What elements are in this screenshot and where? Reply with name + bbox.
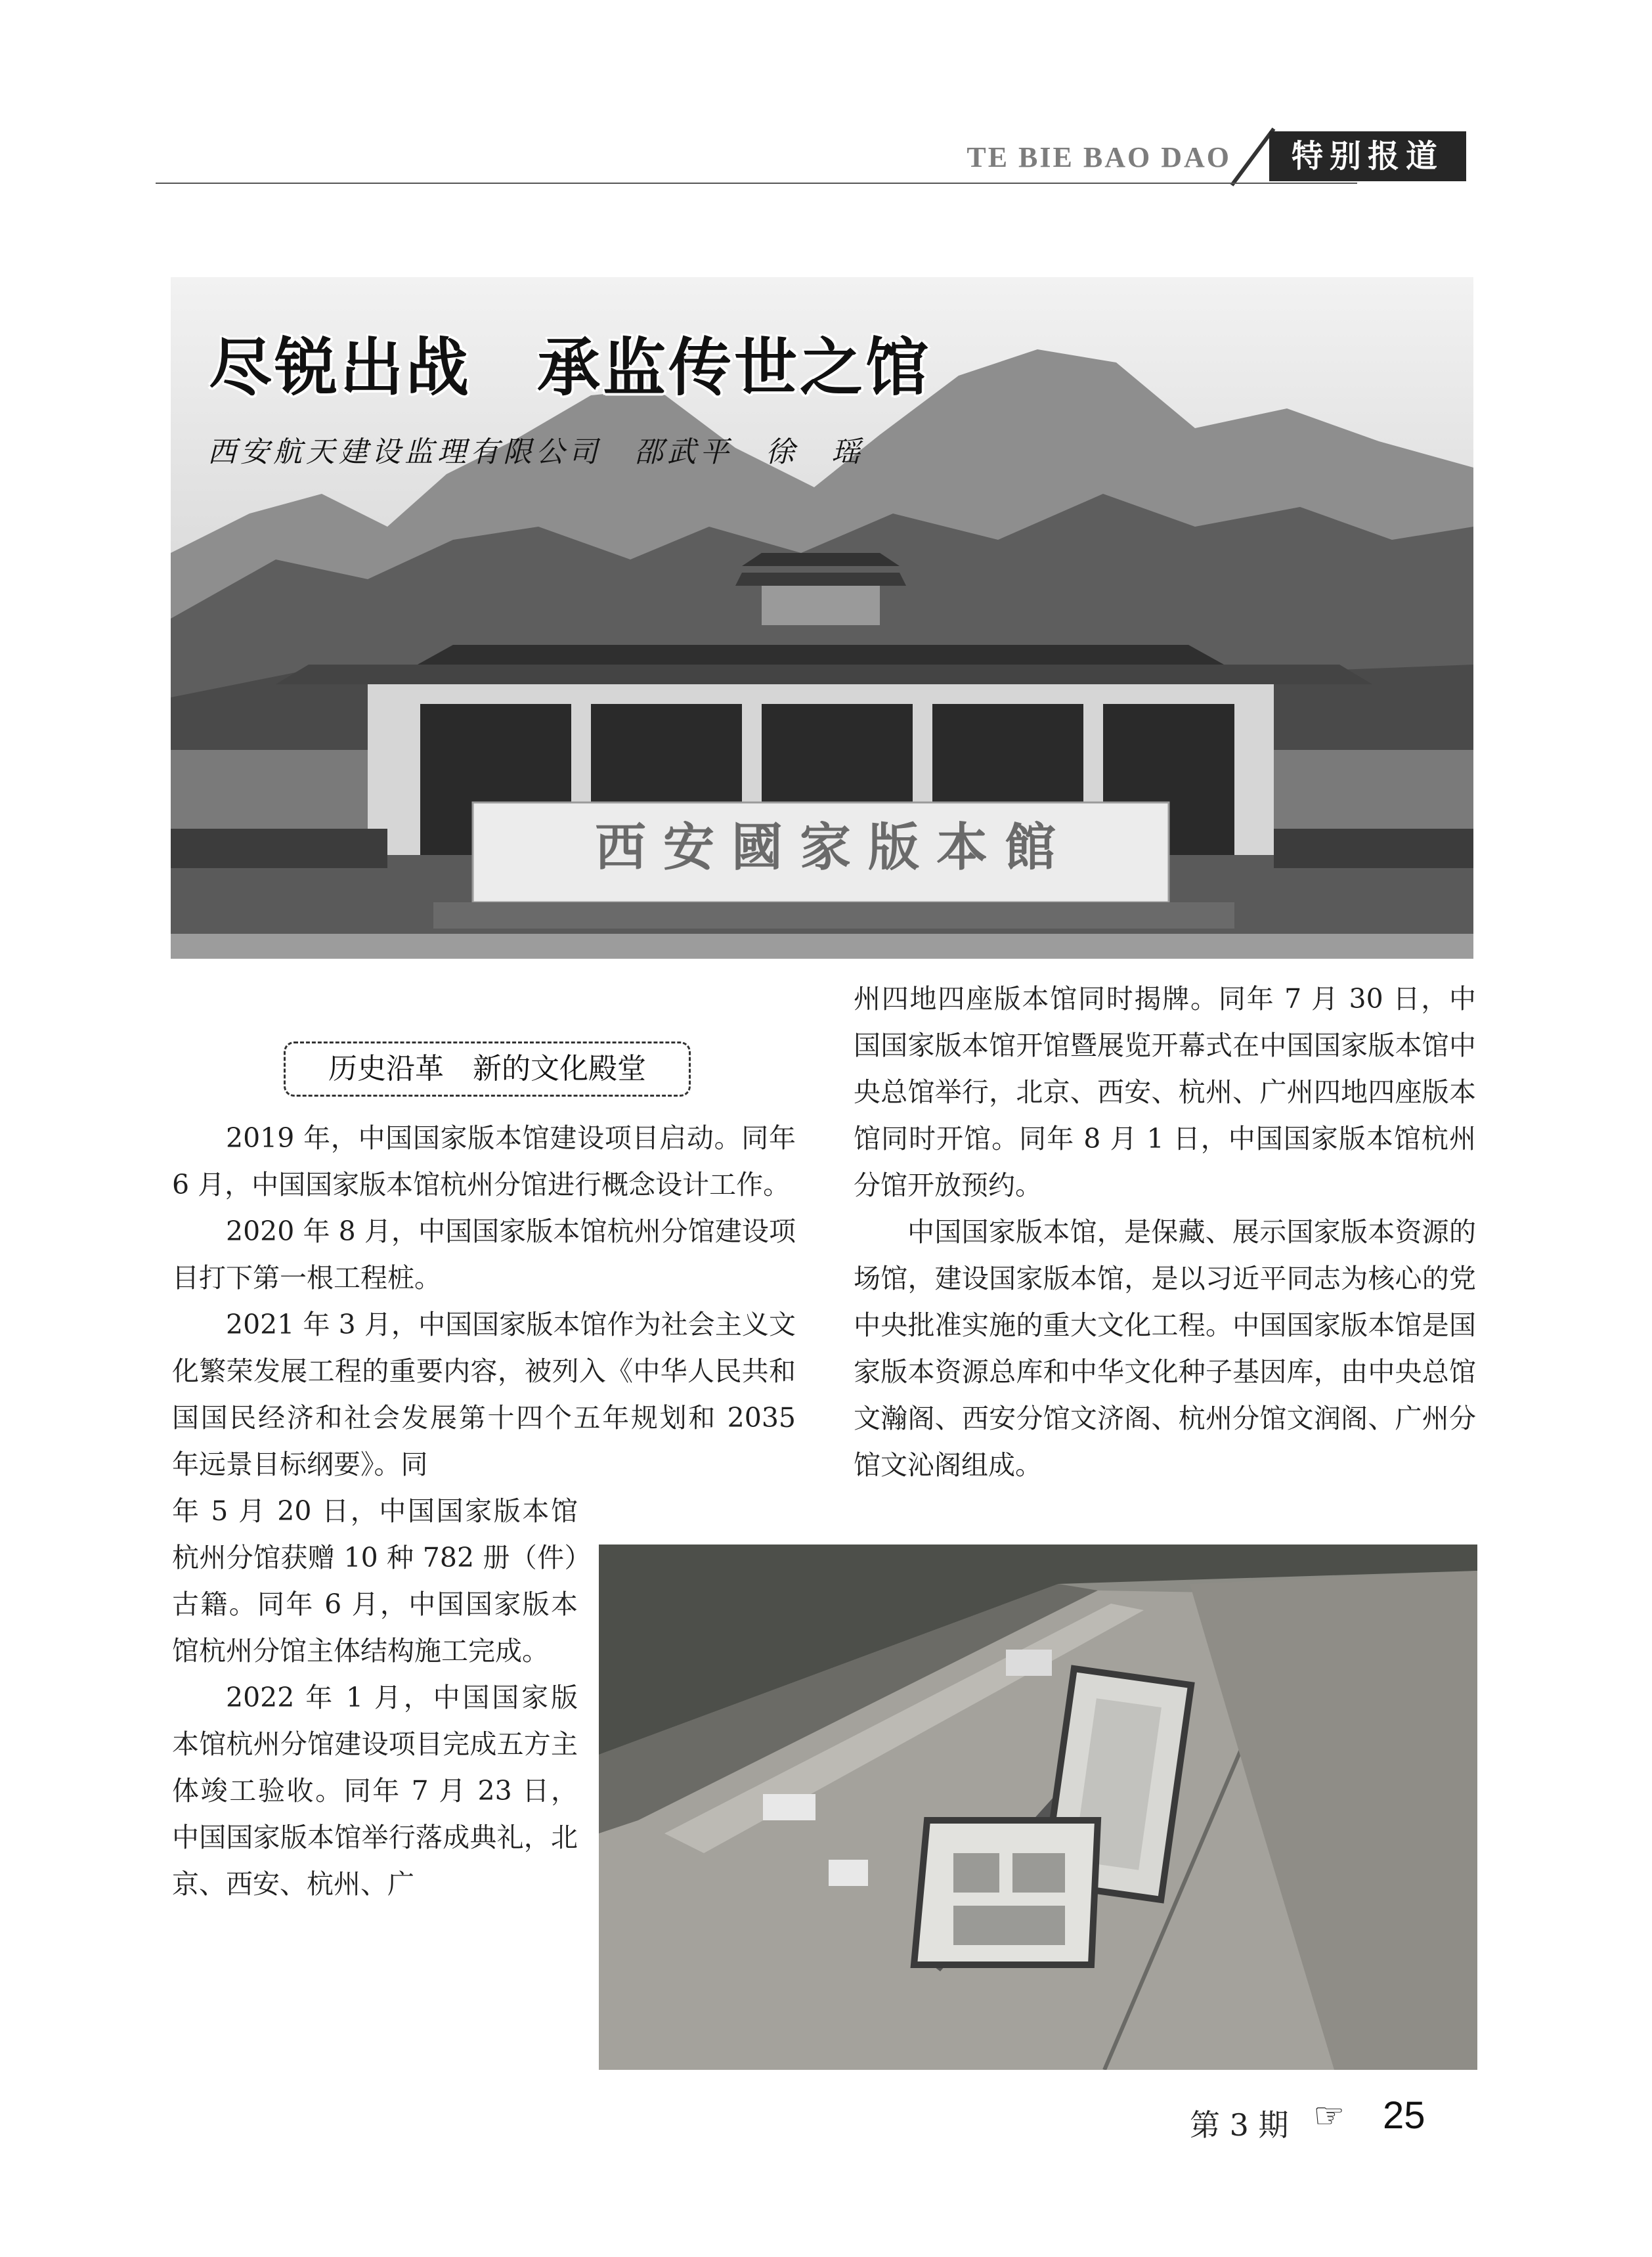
body-column-narrow [172,1488,578,1908]
building-sign-text: 西安國家版本館 [594,818,1073,877]
paragraph: 2019 年，中国国家版本馆建设项目启动。同年 6 月，中国国家版本馆杭州分馆进行概念设计工作。 [172,1122,796,1200]
construction-photo [599,1545,1477,2070]
article-title: 尽锐出战 承监传世之馆 [209,331,931,405]
paragraph: 2021 年 3 月，中国国家版本馆作为社会主义文化繁荣发展工程的重要内容，被列入《中华人民共和国国民经济和社会发展第十四个五年规划和 2035 年远景目标纲要》。同 [172,1309,796,1480]
paragraph: 2020 年 8 月，中国国家版本馆杭州分馆建设项目打下第一根工程桩。 [172,1216,796,1294]
section-heading: 历史沿革 新的文化殿堂 [284,1041,691,1097]
construction-illustration [599,1545,1477,2070]
header-rule [156,183,1357,184]
paragraph: 州四地四座版本馆同时揭牌。同年 7 月 30 日，中国国家版本馆开馆暨展览开幕式在中国国家版本馆中央总馆举行，北京、西安、杭州、广州四地四座版本馆同时开馆。同年 8 月 1 日，中国国家版本馆杭州分馆开放预约。 [854,983,1476,1201]
section-tag: 特别报道 [1269,131,1466,181]
pointing-hand-icon: ☞ [1313,2095,1345,2136]
issue-number: 第 3 期 [1190,2107,1289,2143]
article-author: 西安航天建设监理有限公司 邵武平 徐 瑶 [207,435,864,469]
body-column-right [854,976,1476,1489]
body-column-left [172,1115,796,1488]
paragraph: 中国国家版本馆，是保藏、展示国家版本资源的场馆，建设国家版本馆，是以习近平同志为核心的党中央批准实施的重大文化工程。中国国家版本馆是国家版本资源总库和中华文化种子基因库，由中央总馆文瀚阁、西安分馆文济阁、杭州分馆文润阁、广州分馆文沁阁组成。 [854,1216,1476,1481]
hero-photo [171,277,1473,959]
paragraph: 年 5 月 20 日，中国国家版本馆杭州分馆获赠 10 种 782 册（件）古籍。同年 6 月，中国国家版本馆杭州分馆主体结构施工完成。 [172,1495,578,1667]
paragraph: 2022 年 1 月，中国国家版本馆杭州分馆建设项目完成五方主体竣工验收。同年 7 月 23 日，中国国家版本馆举行落成典礼，北京、西安、杭州、广 [172,1682,578,1900]
page-number: 25 [1383,2094,1425,2137]
running-header-pinyin: TE BIE BAO DAO [967,141,1231,173]
